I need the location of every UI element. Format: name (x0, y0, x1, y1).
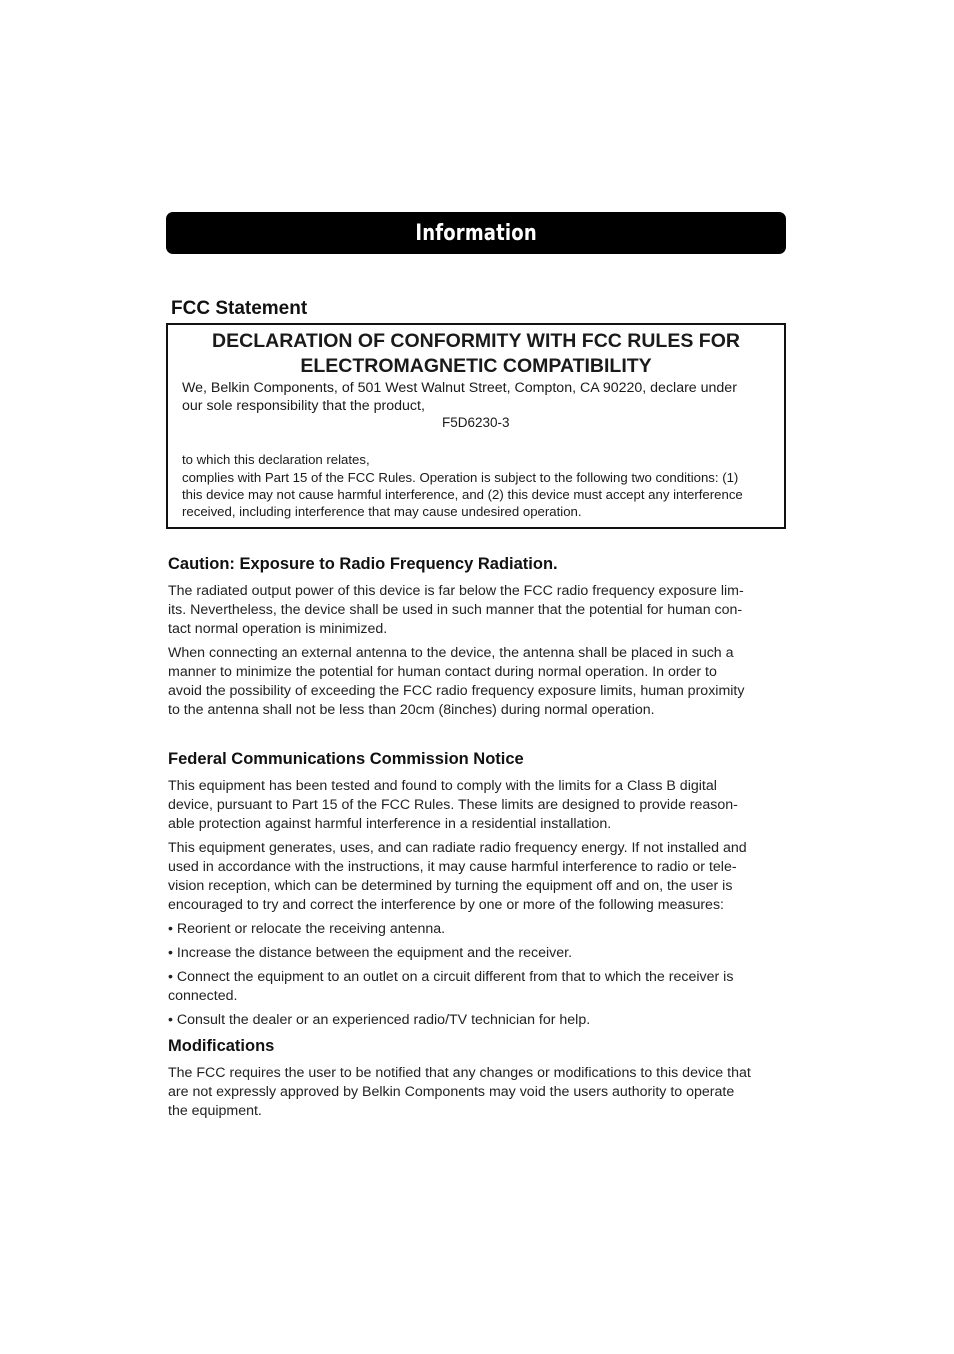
paragraph-line: This equipment has been tested and found to comply with the limits for a Class B digital (168, 778, 717, 794)
paragraph-line: vision reception, which can be determined by turning the equipment off and on, the user is (168, 878, 733, 894)
paragraph-line: device, pursuant to Part 15 of the FCC Rules. These limits are designed to provide reason- (168, 797, 738, 813)
measure-bullet (168, 968, 733, 1006)
product-model: F5D6230-3 (442, 415, 510, 430)
paragraph-line: used in accordance with the instructions, it may cause harmful interference to radio or tele- (168, 859, 737, 875)
declaration-intro-line: We, Belkin Components, of 501 West Walnut Street, Compton, CA 90220, declare under (182, 380, 737, 396)
declaration-complies-line: complies with Part 15 of the FCC Rules. Operation is subject to the following two conditions: (1) (182, 470, 739, 485)
declaration-complies-line: received, including interference that may cause undesired operation. (182, 504, 582, 519)
measure-bullet (168, 944, 572, 963)
fcc-notice-heading: Federal Communications Commission Notice (168, 750, 524, 768)
measure-bullet (168, 1011, 590, 1030)
paragraph-line: avoid the possibility of exceeding the FCC radio frequency exposure limits, human proximity (168, 683, 745, 699)
fcc-statement-heading: FCC Statement (171, 298, 308, 319)
paragraph-line: When connecting an external antenna to the device, the antenna shall be placed in such a (168, 645, 734, 661)
declaration-complies-line: this device may not cause harmful interference, and (2) this device must accept any interference (182, 487, 743, 502)
paragraph-line: the equipment. (168, 1103, 262, 1119)
bullet-line: connected. (168, 988, 238, 1004)
paragraph-line: its. Nevertheless, the device shall be used in such manner that the potential for human con- (168, 602, 743, 618)
declaration-title-line: ELECTROMAGNETIC COMPATIBILITY (300, 355, 652, 377)
paragraph-line: to the antenna shall not be less than 20cm (8inches) during normal operation. (168, 702, 655, 718)
declaration-title (168, 329, 784, 379)
bullet-line: • Increase the distance between the equipment and the receiver. (168, 945, 573, 961)
paragraph-line: are not expressly approved by Belkin Components may void the users authority to operate (168, 1084, 735, 1100)
banner-title: Information (415, 220, 537, 246)
bullet-line: • Consult the dealer or an experienced radio/TV technician for help. (168, 1012, 591, 1028)
caution-paragraph (168, 582, 744, 639)
declaration-intro-line: our sole responsibility that the product, (182, 398, 425, 414)
paragraph-line: manner to minimize the potential for human contact during normal operation. In order to (168, 664, 717, 680)
measure-bullet (168, 920, 445, 939)
caution-heading: Caution: Exposure to Radio Frequency Radiation. (168, 555, 558, 573)
declaration-relates: to which this declaration relates, (182, 452, 370, 467)
declaration-title-line: DECLARATION OF CONFORMITY WITH FCC RULES FOR (212, 330, 740, 352)
fcc-notice-paragraph (168, 777, 738, 834)
bullet-line: • Connect the equipment to an outlet on a circuit different from that to which the receiver is (168, 969, 734, 985)
caution-paragraph (168, 644, 744, 720)
paragraph-line: This equipment generates, uses, and can radiate radio frequency energy. If not installed and (168, 840, 747, 856)
paragraph-line: able protection against harmful interference in a residential installation. (168, 816, 612, 832)
bullet-line: • Reorient or relocate the receiving antenna. (168, 921, 446, 937)
paragraph-line: tact normal operation is minimized. (168, 621, 388, 637)
fcc-notice-paragraph (168, 839, 747, 915)
paragraph-line: The radiated output power of this device is far below the FCC radio frequency exposure lim- (168, 583, 744, 599)
declaration-box (166, 323, 786, 529)
section-banner (166, 212, 786, 254)
modifications-heading: Modifications (168, 1037, 275, 1055)
paragraph-line: encouraged to try and correct the interference by one or more of the following measures: (168, 897, 724, 913)
paragraph-line: The FCC requires the user to be notified that any changes or modifications to this device that (168, 1065, 751, 1081)
modifications-paragraph (168, 1064, 751, 1121)
